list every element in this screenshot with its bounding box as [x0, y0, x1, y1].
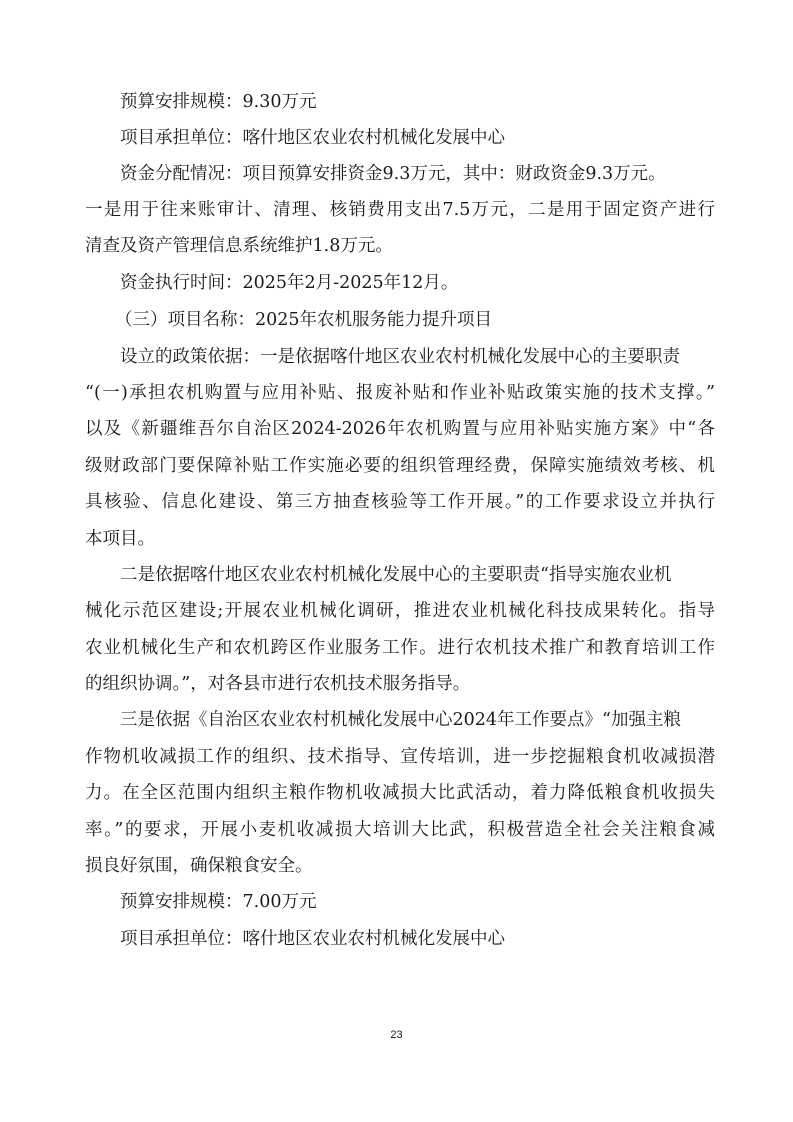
budget-scale-line: 预算安排规模：9.30万元	[120, 92, 317, 112]
execution-time-line: 资金执行时间：2025年2月-2025年12月。	[120, 273, 459, 293]
responsible-unit-line: 项目承担单位：喀什地区农业农村机械化发展中心	[120, 929, 505, 949]
fund-usage-line-cont: 清查及资产管理信息系统维护1.8万元。	[85, 236, 393, 256]
fund-allocation-line: 资金分配情况：项目预算安排资金9.3万元，其中：财政资金9.3万元。	[120, 164, 666, 184]
basis-three-line: 率。”的要求，开展小麦机收减损大培训大比武，积极营造全社会关注粮食减	[85, 820, 715, 840]
page-number: 23	[390, 1029, 403, 1041]
basis-three-line: 作物机收减损工作的组织、技术指导、宣传培训，进一步挖掘粮食机收减损潜	[85, 747, 715, 767]
policy-basis-line: 本项目。	[85, 529, 155, 549]
project-heading: （三）项目名称：2025年农机服务能力提升项目	[115, 310, 493, 330]
basis-two-line: 农业机械化生产和农机跨区作业服务工作。进行农机技术推广和教育培训工作	[85, 638, 715, 658]
basis-two-line: 的组织协调。”，对各县市进行农机技术服务指导。	[85, 674, 471, 694]
fund-usage-line: 一是用于往来账审计、清理、核销费用支出7.5万元，二是用于固定资产进行	[85, 200, 715, 220]
basis-two-line: 二是依据喀什地区农业农村机械化发展中心的主要职责“指导实施农业机	[120, 565, 672, 585]
basis-two-line: 械化示范区建设;开展农业机械化调研，推进农业机械化科技成果转化。指导	[85, 601, 715, 621]
responsible-unit-line: 项目承担单位：喀什地区农业农村机械化发展中心	[120, 128, 505, 148]
policy-basis-line: “(一)承担农机购置与应用补贴、报废补贴和作业补贴政策实施的技术支撑。”	[85, 383, 715, 403]
budget-scale-line: 预算安排规模：7.00万元	[120, 892, 317, 912]
policy-basis-line: 设立的政策依据：一是依据喀什地区农业农村机械化发展中心的主要职责	[120, 347, 680, 367]
policy-basis-line: 以及《新疆维吾尔自治区2024-2026年农机购置与应用补贴实施方案》中“各	[85, 419, 715, 439]
policy-basis-line: 级财政部门要保障补贴工作实施必要的组织管理经费，保障实施绩效考核、机	[85, 456, 715, 476]
basis-three-line: 损良好氛围，确保粮食安全。	[85, 856, 313, 876]
basis-three-line: 三是依据《自治区农业农村机械化发展中心2024年工作要点》“加强主粮	[120, 710, 681, 730]
basis-three-line: 力。在全区范围内组织主粮作物机收减损大比武活动，着力降低粮食机收损失	[85, 783, 715, 803]
policy-basis-line: 具核验、信息化建设、第三方抽查核验等工作开展。”的工作要求设立并执行	[85, 492, 715, 512]
